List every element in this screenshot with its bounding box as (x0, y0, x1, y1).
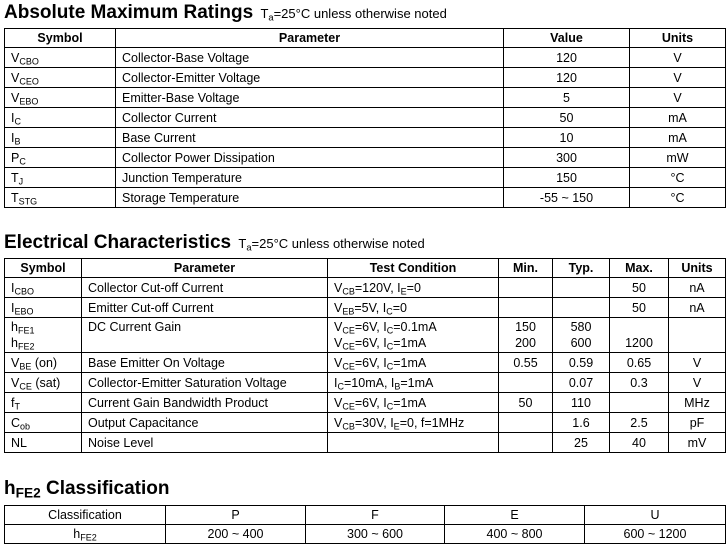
hfe2-classification-table (4, 505, 726, 544)
column-header: Symbol (5, 259, 82, 278)
unit-cell: °C (630, 168, 726, 188)
symbol-cell (5, 68, 116, 88)
condition-text: I (334, 375, 338, 390)
parameter-cell: DC Current Gain (82, 318, 328, 353)
condition-text: V (334, 320, 343, 334)
condition-subscript: C (386, 400, 394, 411)
symbol-letter: f (11, 395, 15, 410)
electrical-characteristics-table (4, 258, 726, 453)
typ-cell: 1.6 (553, 413, 610, 433)
column-header: Symbol (5, 29, 116, 48)
unit-cell: V (630, 48, 726, 68)
symbol-subscript: B (14, 135, 21, 146)
value-cell: -55 ~ 150 (504, 188, 630, 208)
symbol-subscript: C (14, 115, 21, 126)
unit-cell: V (669, 353, 726, 373)
test-condition-cell (328, 318, 499, 353)
parameter-cell: Collector-Emitter Saturation Voltage (82, 373, 328, 393)
table-row (5, 168, 726, 188)
value-line: 600 (570, 336, 592, 350)
value-cell: 10 (504, 128, 630, 148)
symbol-cell (5, 88, 116, 108)
typ-cell (553, 318, 610, 353)
test-condition-cell (328, 373, 499, 393)
table-row (5, 298, 726, 318)
condition-subscript: CB (342, 420, 355, 431)
symbol-cell (5, 128, 116, 148)
symbol-cell (5, 393, 82, 413)
symbol-suffix: (sat) (31, 375, 61, 390)
condition-subscript: CE (342, 360, 355, 371)
condition-text: =0 (406, 280, 421, 295)
table-row (5, 48, 726, 68)
condition-text: =6V, I (354, 355, 387, 370)
symbol-cell (5, 148, 116, 168)
absolute-ratings-title (4, 2, 447, 24)
symbol-letter: T (11, 190, 19, 205)
condition-text: =6V, I (354, 336, 387, 350)
symbol-subscript: C (19, 155, 26, 166)
max-cell: 0.3 (610, 373, 669, 393)
parameter-cell: Junction Temperature (116, 168, 504, 188)
symbol-subscript: EBO (19, 95, 39, 106)
symbol-letter: h (11, 336, 18, 350)
table-row-dc-current-gain (5, 318, 726, 353)
condition-subscript: B (394, 380, 401, 391)
symbol-cell (5, 298, 82, 318)
value-line (616, 319, 662, 335)
symbol-letter: I (11, 130, 15, 145)
test-condition-cell (328, 353, 499, 373)
value-cell: 150 (504, 168, 630, 188)
class-p: P (166, 506, 306, 525)
range-f: 300 ~ 600 (306, 525, 445, 544)
symbol-subscript: STG (18, 195, 38, 206)
column-header: Test Condition (328, 259, 499, 278)
column-header: Units (669, 259, 726, 278)
symbol-subscript: CEO (19, 75, 39, 86)
symbol-letter: V (11, 70, 20, 85)
min-cell (499, 298, 553, 318)
condition-line (334, 319, 492, 335)
typ-cell (553, 278, 610, 298)
column-header: Parameter (116, 29, 504, 48)
condition-text: V (334, 355, 343, 370)
symbol-letter: I (11, 110, 15, 125)
unit-cell: mA (630, 108, 726, 128)
condition-text: =0.1mA (393, 320, 437, 334)
absolute-ratings-heading: Absolute Maximum Ratings (4, 2, 254, 23)
condition-subscript: E (393, 420, 400, 431)
table-header-row (5, 259, 726, 278)
symbol-cell (5, 168, 116, 188)
column-header: Min. (499, 259, 553, 278)
column-header: Max. (610, 259, 669, 278)
table-row (5, 393, 726, 413)
condition-text: =5V, I (354, 300, 387, 315)
test-condition-cell (328, 278, 499, 298)
parameter-cell: Emitter-Base Voltage (116, 88, 504, 108)
condition-subscript: C (337, 380, 344, 391)
value-line: 580 (570, 320, 592, 334)
hfe2-symbol: $h_{FE2}$ (5, 525, 166, 544)
symbol-subscript: EBO (14, 305, 34, 316)
typ-cell (553, 298, 610, 318)
parameter-cell: Noise Level (82, 433, 328, 453)
table-row (5, 128, 726, 148)
symbol-letter: I (11, 280, 15, 295)
table-row (5, 188, 726, 208)
min-cell: 50 (499, 393, 553, 413)
test-condition-cell (328, 413, 499, 433)
typ-cell: 0.07 (553, 373, 610, 393)
symbol-cell (5, 108, 116, 128)
symbol-subscript: J (18, 175, 24, 186)
symbol-subscript: CBO (14, 285, 34, 296)
value-cell: 300 (504, 148, 630, 168)
symbol-cell (5, 278, 82, 298)
column-header: Typ. (553, 259, 610, 278)
condition-subscript: E (400, 285, 407, 296)
value-cell: 5 (504, 88, 630, 108)
condition-subscript: C (386, 305, 393, 316)
symbol-letter: I (11, 300, 15, 315)
condition-line (334, 335, 492, 351)
max-cell (610, 318, 669, 353)
max-cell: 50 (610, 298, 669, 318)
condition-subscript: EB (342, 305, 355, 316)
classification-header-row (5, 506, 726, 525)
classification-range-row (5, 525, 726, 544)
unit-cell: °C (630, 188, 726, 208)
min-cell (499, 278, 553, 298)
range-p: 200 ~ 400 (166, 525, 306, 544)
condition-text: =120V, I (354, 280, 401, 295)
max-cell: 40 (610, 433, 669, 453)
test-condition-cell (328, 433, 499, 453)
parameter-cell: Emitter Cut-off Current (82, 298, 328, 318)
symbol-letter: h (11, 320, 18, 334)
symbol-letter: V (11, 50, 20, 65)
condition-text: =0, f=1MHz (399, 415, 465, 430)
symbol-letter: V (11, 355, 20, 370)
condition-text: =1mA (393, 336, 427, 350)
symbol-line (11, 335, 75, 351)
table-row (5, 433, 726, 453)
electrical-characteristics-heading: Electrical Characteristics (4, 232, 232, 253)
electrical-characteristics-title (4, 232, 425, 254)
max-cell: 0.65 (610, 353, 669, 373)
unit-cell: mA (630, 128, 726, 148)
column-header: Parameter (82, 259, 328, 278)
parameter-cell: Storage Temperature (116, 188, 504, 208)
symbol-suffix: (on) (31, 355, 58, 370)
min-cell (499, 413, 553, 433)
symbol-letter: V (11, 375, 20, 390)
symbol-cell (5, 188, 116, 208)
condition-text: V (334, 395, 343, 410)
unit-cell: MHz (669, 393, 726, 413)
absolute-ratings-condition: $T_a=25^\circ C$ unless otherwise noted (260, 6, 447, 23)
value-cell: 50 (504, 108, 630, 128)
min-cell (499, 373, 553, 393)
value-cell: 120 (504, 68, 630, 88)
condition-subscript: C (386, 325, 394, 336)
hfe2-classification-title: $h_{FE2}$ Classification (4, 478, 170, 501)
symbol-letter: NL (11, 435, 27, 450)
condition-text: =0 (392, 300, 407, 315)
parameter-cell: Collector Cut-off Current (82, 278, 328, 298)
symbol-letter: C (11, 415, 21, 430)
parameter-cell: Base Emitter On Voltage (82, 353, 328, 373)
unit-cell (669, 318, 726, 353)
range-u: 600 ~ 1200 (585, 525, 726, 544)
symbol-cell (5, 48, 116, 68)
table-header-row (5, 29, 726, 48)
max-cell: 2.5 (610, 413, 669, 433)
table-row (5, 278, 726, 298)
value-line: 200 (515, 336, 536, 350)
min-cell: 0.55 (499, 353, 553, 373)
symbol-subscript: FE2 (17, 341, 35, 352)
symbol-subscript: ob (20, 420, 31, 431)
symbol-subscript: FE1 (17, 325, 35, 336)
class-f: F (306, 506, 445, 525)
symbol-subscript: CE (19, 380, 32, 391)
parameter-cell: Collector Current (116, 108, 504, 128)
condition-text: =6V, I (354, 395, 387, 410)
condition-text: =1mA (393, 355, 427, 370)
table-row (5, 413, 726, 433)
column-header: Value (504, 29, 630, 48)
condition-subscript: CE (342, 341, 355, 352)
symbol-letter: V (11, 90, 20, 105)
condition-text: =6V, I (354, 320, 387, 334)
symbol-letter: T (11, 170, 19, 185)
unit-cell: pF (669, 413, 726, 433)
condition-text: V (334, 280, 343, 295)
absolute-ratings-table (4, 28, 726, 208)
condition-text: =1mA (400, 375, 434, 390)
value-line: 1200 (625, 336, 653, 350)
parameter-cell: Output Capacitance (82, 413, 328, 433)
parameter-cell: Current Gain Bandwidth Product (82, 393, 328, 413)
condition-text: =1mA (393, 395, 427, 410)
parameter-cell: Collector-Emitter Voltage (116, 68, 504, 88)
parameter-cell: Collector Power Dissipation (116, 148, 504, 168)
table-row (5, 68, 726, 88)
typ-cell: 110 (553, 393, 610, 413)
typ-cell: 25 (553, 433, 610, 453)
unit-cell: V (630, 88, 726, 108)
symbol-subscript: T (14, 400, 20, 411)
condition-subscript: CB (342, 285, 355, 296)
table-row (5, 88, 726, 108)
symbol-cell (5, 413, 82, 433)
condition-text: V (334, 336, 343, 350)
column-header: Units (630, 29, 726, 48)
max-cell: 50 (610, 278, 669, 298)
condition-text: V (334, 415, 343, 430)
condition-text: =30V, I (354, 415, 394, 430)
condition-subscript: C (386, 360, 394, 371)
symbol-cell (5, 353, 82, 373)
symbol-cell (5, 433, 82, 453)
condition-subscript: CE (342, 325, 355, 336)
unit-cell: V (669, 373, 726, 393)
test-condition-cell (328, 393, 499, 413)
symbol-subscript: CBO (19, 55, 39, 66)
unit-cell: mW (630, 148, 726, 168)
table-row (5, 353, 726, 373)
symbol-letter: P (11, 150, 20, 165)
typ-cell: 0.59 (553, 353, 610, 373)
symbol-subscript: BE (19, 360, 32, 371)
unit-cell: V (630, 68, 726, 88)
condition-text: V (334, 300, 343, 315)
test-condition-cell (328, 298, 499, 318)
parameter-cell: Base Current (116, 128, 504, 148)
classification-label: Classification (5, 506, 166, 525)
parameter-cell: Collector-Base Voltage (116, 48, 504, 68)
value-line: 150 (515, 320, 536, 334)
value-cell: 120 (504, 48, 630, 68)
min-cell (499, 433, 553, 453)
symbol-cell (5, 373, 82, 393)
class-u: U (585, 506, 726, 525)
max-cell (610, 393, 669, 413)
table-row (5, 108, 726, 128)
unit-cell: nA (669, 278, 726, 298)
electrical-characteristics-condition: $T_a=25^\circ C$ unless otherwise noted (238, 236, 425, 253)
unit-cell: mV (669, 433, 726, 453)
range-e: 400 ~ 800 (445, 525, 585, 544)
symbol-cell (5, 318, 82, 353)
condition-subscript: CE (342, 400, 355, 411)
unit-cell: nA (669, 298, 726, 318)
condition-text: =10mA, I (343, 375, 395, 390)
class-e: E (445, 506, 585, 525)
min-cell (499, 318, 553, 353)
symbol-line (11, 319, 75, 335)
table-row (5, 373, 726, 393)
table-row (5, 148, 726, 168)
condition-subscript: C (386, 341, 394, 352)
